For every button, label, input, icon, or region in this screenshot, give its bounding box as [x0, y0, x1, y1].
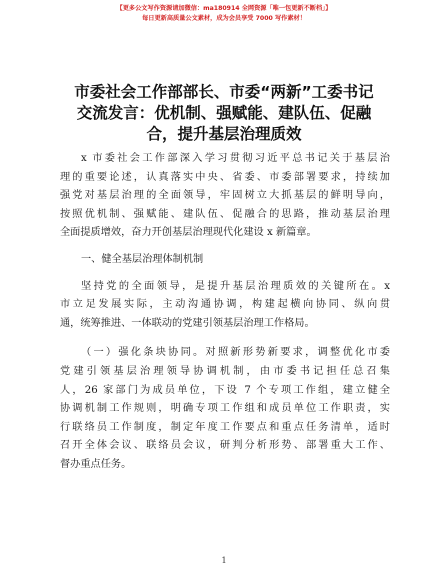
banner-line-2: 每日更新高质量公文素材，成为会员享受 7000 写作素材！: [142, 15, 306, 22]
banner-line-1: 【更多公文写作资源请加微信：ma180914 全网资源「唯一包更新不断档」】: [116, 5, 332, 12]
text-line: 党建引领基层治理领导协调机制，由市委书记担任总召集: [60, 365, 390, 377]
section-heading: 一、健全基层治理体制机制: [81, 253, 204, 265]
header-banner: [0, 4, 448, 24]
text-line: 通，统筹推进、一体联动的党建引领基层治理工作格局。: [60, 317, 315, 329]
paragraph-subsection-1: [60, 344, 390, 474]
text-line: 坚持党的全面领导，是提升基层治理质效的关键所在。x: [81, 280, 390, 292]
text-line: 市立足发展实际，主动沟通协调，构建起横向协同、纵向贯: [60, 299, 390, 311]
paragraph-section: [60, 278, 390, 334]
document-body: [60, 150, 390, 475]
paragraph-intro: [60, 150, 390, 243]
title-line: 市委社会工作部部长、市委“两新”工委书记: [74, 83, 374, 101]
document-title: [40, 82, 408, 145]
text-line: 理的重要论述，认真落实中央、省委、市委部署要求，持续加: [60, 171, 390, 183]
title-line: 交流发言：优机制、强赋能、建队伍、促融: [76, 104, 372, 122]
text-line: 强党对基层治理的全面领导，牢固树立大抓基层的鲜明导向，: [60, 190, 390, 202]
text-line: 全面提质增效，奋力开创基层治理现代化建设 x 新篇章。: [60, 227, 317, 239]
text-line: 协调机制工作规则，明确专项工作组和成员单位工作职责，实: [60, 403, 390, 415]
title-line: 合，提升基层治理质效: [146, 125, 302, 143]
page-number: 1: [221, 556, 227, 565]
text-line: （一）强化条块协同。对照新形势新要求，调整优化市委: [81, 347, 390, 359]
text-line: x 市委社会工作部深入学习贯彻习近平总书记关于基层治: [81, 153, 390, 164]
text-line: 按照优机制、强赋能、建队伍、促融合的思路，推动基层治理: [60, 208, 390, 220]
text-line: 召开全体会议、联络员会议，研判分析形势、部署重大工作、: [60, 440, 390, 452]
text-line: 行联络员工作制度，制定年度工作要点和重点任务清单，适时: [60, 421, 390, 433]
text-line: 督办重点任务。: [60, 458, 132, 470]
text-line: 人，26 家部门为成员单位，下设 7 个专项工作组，建立健全: [60, 384, 390, 396]
